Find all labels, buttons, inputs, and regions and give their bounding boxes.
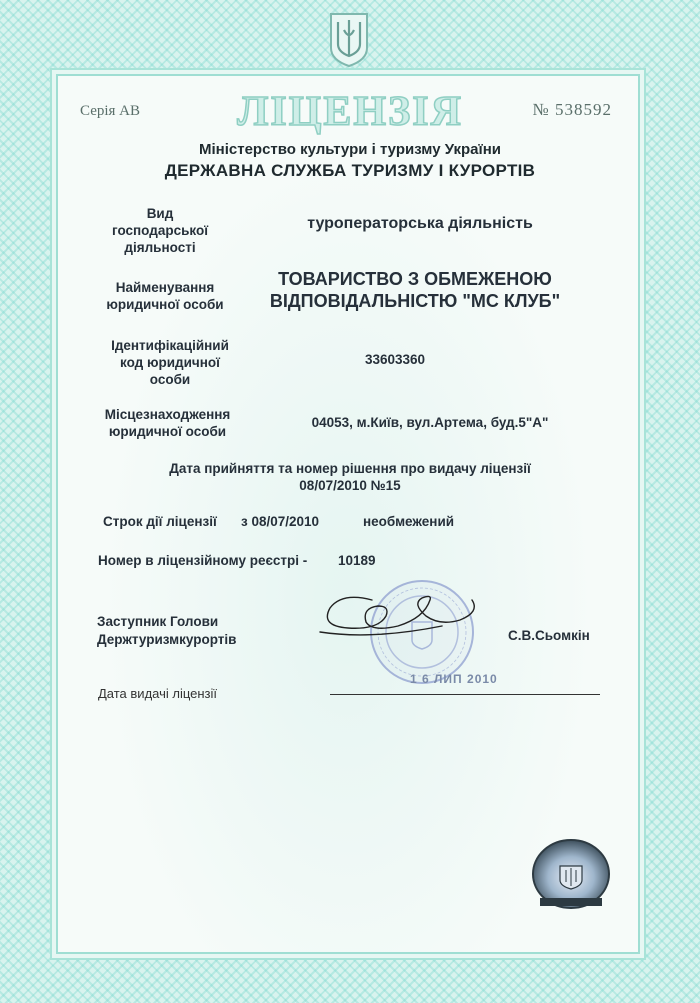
location-label: Місцезнаходження юридичної особи xyxy=(104,407,231,439)
signatory-name: С.В.Сьомкін xyxy=(508,628,590,643)
registry-number: 10189 xyxy=(338,553,376,568)
license-series: Серія АВ xyxy=(80,103,140,119)
id-code-label: Ідентифікаційний код юридичної особи xyxy=(111,338,229,387)
issue-date-label: Дата видачі ліцензії xyxy=(98,686,218,701)
issue-date-line xyxy=(330,694,600,695)
decision-info: Дата прийняття та номер рішення про видачу ліцензії 08/07/2010 №15 xyxy=(169,461,531,493)
stamp-date: 1 6 ЛИП 2010 xyxy=(410,672,498,686)
entity-name-value: ТОВАРИСТВО З ОБМЕЖЕНОЮ ВІДПОВІДАЛЬНІСТЮ "МС КЛУБ" xyxy=(269,269,561,311)
ministry-name: Міністерство культури і туризму України xyxy=(199,141,501,158)
coat-of-arms-icon xyxy=(328,10,370,68)
term-value: необмежений xyxy=(363,514,455,529)
activity-value: туроператорська діяльність xyxy=(307,215,533,232)
location-value: 04053, м.Київ, вул.Артема, буд.5"А" xyxy=(311,415,549,430)
registry-label: Номер в ліцензійному реєстрі - xyxy=(98,553,308,568)
term-from: з 08/07/2010 xyxy=(241,514,320,529)
license-number: № 538592 xyxy=(532,100,612,119)
activity-label: Вид господарської діяльності xyxy=(112,206,208,255)
term-label: Строк дії ліцензії xyxy=(103,514,217,529)
entity-name-label: Найменування юридичної особи xyxy=(106,280,224,312)
document-title: ЛІЦЕНЗІЯ xyxy=(237,89,463,135)
id-code-value: 33603360 xyxy=(364,352,426,367)
signature xyxy=(312,586,497,644)
service-name: ДЕРЖАВНА СЛУЖБА ТУРИЗМУ І КУРОРТІВ xyxy=(164,161,536,180)
signatory-position: Заступник Голови Держтуризмкурортів xyxy=(97,614,237,647)
hologram-seal-icon xyxy=(530,830,612,912)
